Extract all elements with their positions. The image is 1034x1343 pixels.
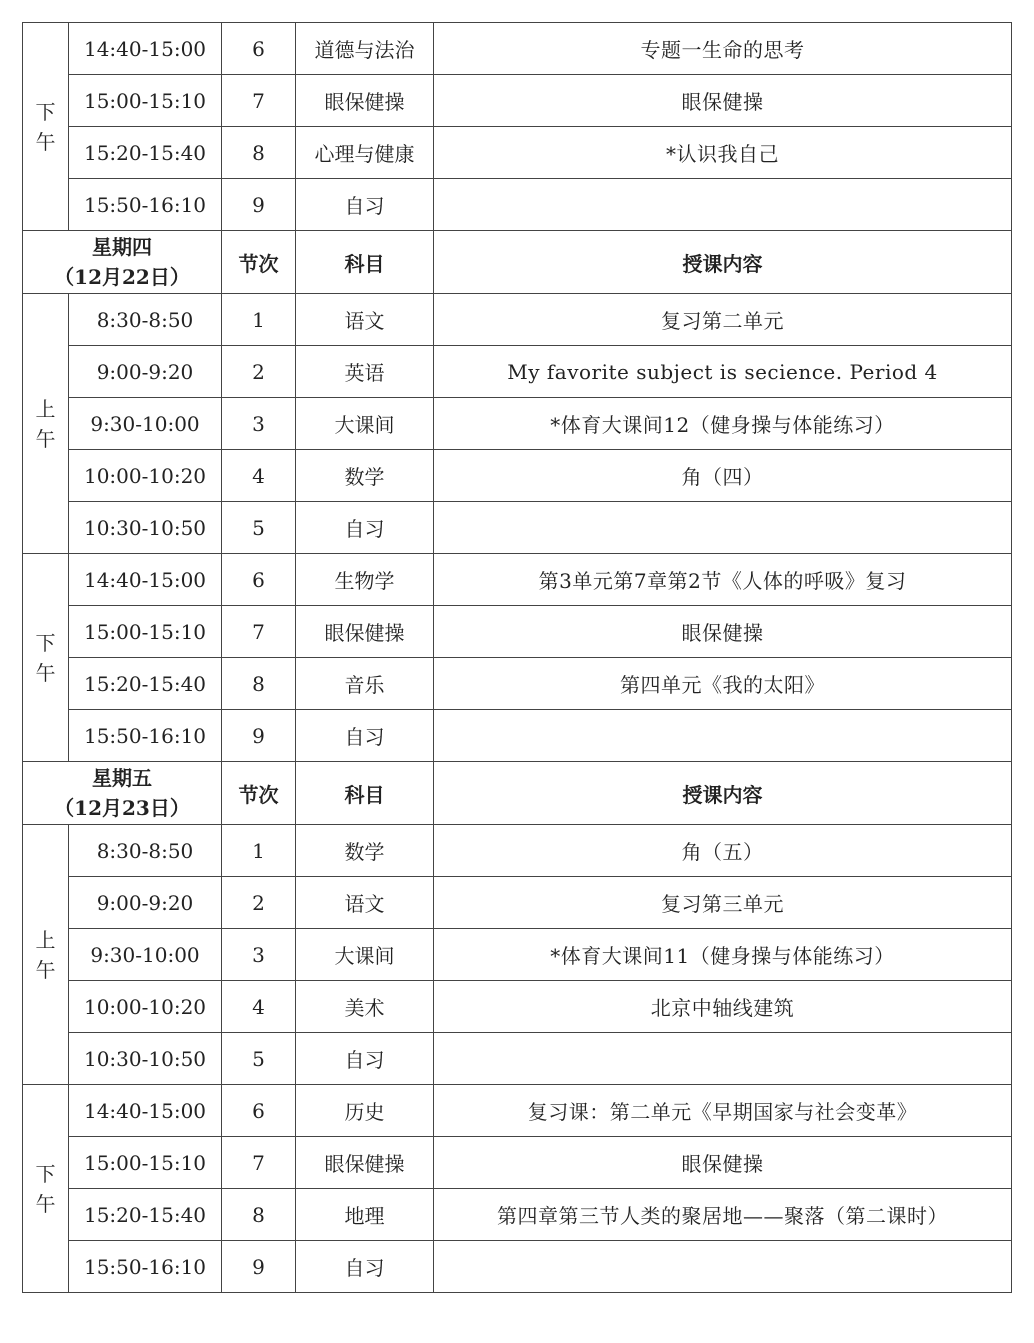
- half-day-cell: [23, 294, 69, 554]
- time-cell: 15:00-15:10: [69, 606, 222, 658]
- date-label: （12月23日）: [54, 796, 190, 820]
- period-header: 节次: [222, 762, 296, 825]
- table-row: [23, 877, 1012, 929]
- table-row: [23, 1137, 1012, 1189]
- half-day-cell: [23, 554, 69, 762]
- period-cell: 5: [222, 502, 296, 554]
- time-cell: 14:40-15:00: [69, 1085, 222, 1137]
- time-cell: 8:30-8:50: [69, 294, 222, 346]
- subject-cell: 自习: [296, 502, 434, 554]
- content-cell: 复习课：第二单元《早期国家与社会变革》: [434, 1085, 1012, 1137]
- time-cell: 15:50-16:10: [69, 710, 222, 762]
- table-row: [23, 23, 1012, 75]
- subject-cell: 美术: [296, 981, 434, 1033]
- subject-cell: 自习: [296, 179, 434, 231]
- half-day-char: 午: [35, 426, 56, 451]
- weekday-label: 星期四: [92, 235, 152, 259]
- half-day-char: 午: [35, 957, 56, 982]
- subject-cell: 大课间: [296, 929, 434, 981]
- subject-cell: 生物学: [296, 554, 434, 606]
- time-cell: 15:00-15:10: [69, 75, 222, 127]
- subject-cell: 大课间: [296, 398, 434, 450]
- period-cell: 4: [222, 981, 296, 1033]
- time-cell: 9:00-9:20: [69, 877, 222, 929]
- period-cell: 6: [222, 1085, 296, 1137]
- subject-cell: 道德与法治: [296, 23, 434, 75]
- table-row: [23, 710, 1012, 762]
- date-label: （12月22日）: [54, 265, 190, 289]
- table-row: [23, 929, 1012, 981]
- table-row: [23, 1085, 1012, 1137]
- period-header: 节次: [222, 231, 296, 294]
- table-row: [23, 658, 1012, 710]
- content-cell: *体育大课间12（健身操与体能练习）: [434, 398, 1012, 450]
- time-cell: 14:40-15:00: [69, 23, 222, 75]
- time-cell: 15:50-16:10: [69, 179, 222, 231]
- subject-cell: 眼保健操: [296, 1137, 434, 1189]
- time-cell: 14:40-15:00: [69, 554, 222, 606]
- table-row: [23, 179, 1012, 231]
- subject-cell: 眼保健操: [296, 606, 434, 658]
- day-header-row: [23, 231, 1012, 294]
- subject-cell: 地理: [296, 1189, 434, 1241]
- period-cell: 8: [222, 1189, 296, 1241]
- content-cell: 眼保健操: [434, 1137, 1012, 1189]
- subject-cell: 历史: [296, 1085, 434, 1137]
- period-cell: 6: [222, 554, 296, 606]
- half-day-char: 下: [35, 99, 56, 124]
- time-cell: 10:00-10:20: [69, 981, 222, 1033]
- content-cell: [434, 710, 1012, 762]
- content-cell: 第四单元《我的太阳》: [434, 658, 1012, 710]
- content-cell: 复习第三单元: [434, 877, 1012, 929]
- table-row: [23, 127, 1012, 179]
- period-cell: 3: [222, 398, 296, 450]
- table-row: [23, 825, 1012, 877]
- subject-cell: 语文: [296, 294, 434, 346]
- weekday-label: 星期五: [92, 766, 152, 790]
- half-day-char: 午: [35, 1191, 56, 1216]
- subject-header: 科目: [296, 762, 434, 825]
- period-cell: 7: [222, 75, 296, 127]
- content-cell: [434, 1241, 1012, 1293]
- period-cell: 2: [222, 346, 296, 398]
- half-day-cell: [23, 825, 69, 1085]
- content-cell: [434, 502, 1012, 554]
- period-cell: 1: [222, 825, 296, 877]
- content-cell: 角（五）: [434, 825, 1012, 877]
- period-cell: 3: [222, 929, 296, 981]
- content-header: 授课内容: [434, 762, 1012, 825]
- content-cell: [434, 1033, 1012, 1085]
- half-day-char: 下: [35, 1161, 56, 1186]
- time-cell: 10:00-10:20: [69, 450, 222, 502]
- period-cell: 2: [222, 877, 296, 929]
- table-row: [23, 75, 1012, 127]
- table-row: [23, 1241, 1012, 1293]
- period-cell: 7: [222, 1137, 296, 1189]
- subject-cell: 眼保健操: [296, 75, 434, 127]
- subject-cell: 数学: [296, 825, 434, 877]
- content-header: 授课内容: [434, 231, 1012, 294]
- content-cell: *体育大课间11（健身操与体能练习）: [434, 929, 1012, 981]
- table-row: [23, 554, 1012, 606]
- half-day-cell: [23, 1085, 69, 1293]
- time-cell: 15:50-16:10: [69, 1241, 222, 1293]
- period-cell: 8: [222, 127, 296, 179]
- day-cell: [23, 231, 222, 294]
- day-header-row: [23, 762, 1012, 825]
- time-cell: 15:00-15:10: [69, 1137, 222, 1189]
- period-cell: 9: [222, 710, 296, 762]
- table-row: [23, 606, 1012, 658]
- table-row: [23, 398, 1012, 450]
- time-cell: 9:30-10:00: [69, 929, 222, 981]
- subject-cell: 自习: [296, 1241, 434, 1293]
- half-day-cell: [23, 23, 69, 231]
- half-day-char: 午: [35, 660, 56, 685]
- table-row: [23, 294, 1012, 346]
- time-cell: 8:30-8:50: [69, 825, 222, 877]
- half-day-char: 上: [35, 396, 56, 421]
- time-cell: 9:30-10:00: [69, 398, 222, 450]
- time-cell: 10:30-10:50: [69, 1033, 222, 1085]
- subject-cell: 自习: [296, 710, 434, 762]
- schedule-table: [22, 22, 1012, 1293]
- content-cell: 复习第二单元: [434, 294, 1012, 346]
- subject-cell: 心理与健康: [296, 127, 434, 179]
- time-cell: 15:20-15:40: [69, 1189, 222, 1241]
- time-cell: 10:30-10:50: [69, 502, 222, 554]
- content-cell: 眼保健操: [434, 606, 1012, 658]
- content-cell: [434, 179, 1012, 231]
- content-cell: 第四章第三节人类的聚居地——聚落（第二课时）: [434, 1189, 1012, 1241]
- content-cell: 专题一生命的思考: [434, 23, 1012, 75]
- half-day-char: 午: [35, 129, 56, 154]
- subject-cell: 数学: [296, 450, 434, 502]
- table-row: [23, 1033, 1012, 1085]
- table-row: [23, 502, 1012, 554]
- period-cell: 4: [222, 450, 296, 502]
- time-cell: 9:00-9:20: [69, 346, 222, 398]
- half-day-char: 下: [35, 630, 56, 655]
- period-cell: 1: [222, 294, 296, 346]
- period-cell: 6: [222, 23, 296, 75]
- content-cell: *认识我自己: [434, 127, 1012, 179]
- table-row: [23, 1189, 1012, 1241]
- period-cell: 5: [222, 1033, 296, 1085]
- content-cell: 第3单元第7章第2节《人体的呼吸》复习: [434, 554, 1012, 606]
- time-cell: 15:20-15:40: [69, 658, 222, 710]
- time-cell: 15:20-15:40: [69, 127, 222, 179]
- period-cell: 8: [222, 658, 296, 710]
- subject-header: 科目: [296, 231, 434, 294]
- subject-cell: 音乐: [296, 658, 434, 710]
- period-cell: 7: [222, 606, 296, 658]
- period-cell: 9: [222, 1241, 296, 1293]
- content-cell: My favorite subject is secience. Period 4: [434, 346, 1012, 398]
- table-row: [23, 450, 1012, 502]
- content-cell: 眼保健操: [434, 75, 1012, 127]
- table-row: [23, 346, 1012, 398]
- period-cell: 9: [222, 179, 296, 231]
- table-row: [23, 981, 1012, 1033]
- day-cell: [23, 762, 222, 825]
- content-cell: 角（四）: [434, 450, 1012, 502]
- content-cell: 北京中轴线建筑: [434, 981, 1012, 1033]
- subject-cell: 自习: [296, 1033, 434, 1085]
- subject-cell: 语文: [296, 877, 434, 929]
- subject-cell: 英语: [296, 346, 434, 398]
- half-day-char: 上: [35, 927, 56, 952]
